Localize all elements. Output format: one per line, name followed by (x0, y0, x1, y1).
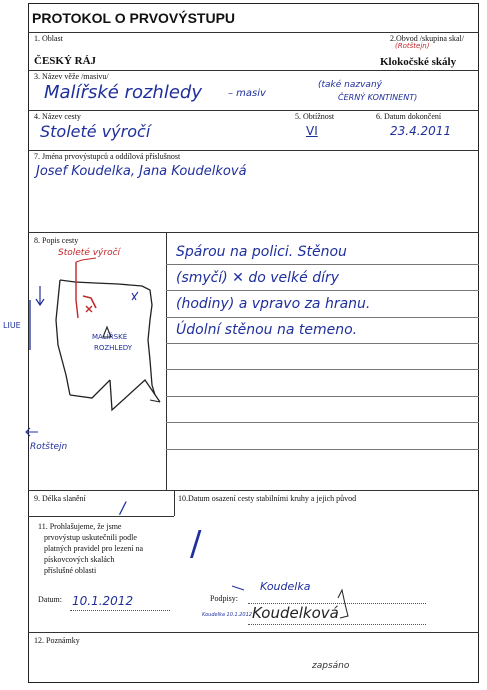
tower-name-handwritten: Malířské rozhledy (44, 82, 202, 103)
section6-label: 6. Datum dokončení (376, 112, 442, 121)
sketch-rock-label-1: MALÍŘSKÉ (92, 333, 128, 341)
sketch-bottom-label: Rotštejn (30, 442, 68, 452)
divider (28, 632, 479, 633)
rock-group-value: Klokočské skály (380, 56, 457, 68)
section11-label-line-3: platných pravidel pro lezení na (44, 544, 144, 553)
description-line-3: (hodiny) a vpravo za hranu. (176, 296, 371, 312)
tower-suffix-handwritten: – masiv (228, 88, 266, 99)
region-value: ČESKÝ RÁJ (34, 55, 97, 67)
section11-label-line-4: pískovcových skalách (44, 555, 115, 564)
tower-note-1: (také nazvaný (318, 80, 382, 90)
section3-label: 3. Název věže /masivu/ (34, 72, 109, 81)
sketch-route-label: Stoleté výročí (58, 248, 121, 258)
section2-label: 2.Obvod /skupina skal/ (390, 34, 464, 43)
signatures-label: Podpisy: (210, 594, 239, 603)
section8-label: 8. Popis cesty (34, 236, 79, 245)
sketch-rock-label-2: ROZHLEDY (94, 344, 133, 352)
date-value: 10.1.2012 (72, 594, 134, 608)
signature-1: Koudelka (260, 580, 311, 593)
section10-label: 10.Datum osazení cesty stabilními kruhy a jejich původ (178, 494, 357, 503)
signature-2: Koudelková (252, 604, 339, 622)
date-label: Datum: (38, 595, 62, 604)
section9-label: 9. Délka slanění (34, 494, 86, 503)
section5-label: 5. Obtížnost (295, 112, 335, 121)
section11-label-line-1: 11. Prohlašujeme, že jsme (38, 522, 122, 531)
description-line-2: (smyčí) ✕ do velké díry (176, 270, 340, 286)
section1-label: 1. Oblast (34, 34, 63, 43)
section7-label: 7. Jména prvovýstupců a oddílová příslušnost (34, 152, 181, 161)
difficulty-handwritten: VI (306, 124, 318, 138)
description-line-1: Spárou na polici. Stěnou (176, 244, 347, 260)
bolt-date-handwritten: / (190, 524, 202, 564)
first-ascent-names: Josef Koudelka, Jana Koudelková (36, 164, 247, 179)
sketch-left-label: LIUE (3, 321, 21, 330)
section4-label: 4. Název cesty (34, 112, 81, 121)
completion-date-handwritten: 23.4.2011 (390, 124, 452, 138)
section11-label-line-2: prvovýstup uskutečnili podle (44, 533, 137, 542)
section2-handwritten: (Rotštejn) (395, 42, 430, 50)
section12-label: 12. Poznámky (34, 636, 80, 645)
page-title: PROTOKOL O PRVOVÝSTUPU (32, 10, 236, 26)
description-line-4: Údolní stěnou na temeno. (176, 322, 358, 338)
signature-note: Koudelka 10.1.2012 (202, 612, 252, 618)
rappel-length-handwritten: / (120, 498, 126, 517)
tower-note-2: ČERNÝ KONTINENT) (338, 93, 418, 102)
route-name-handwritten: Stoleté výročí (40, 122, 151, 141)
notes-handwritten: zapsáno (312, 661, 350, 671)
section11-label-line-5: příslušné oblasti (44, 566, 97, 575)
